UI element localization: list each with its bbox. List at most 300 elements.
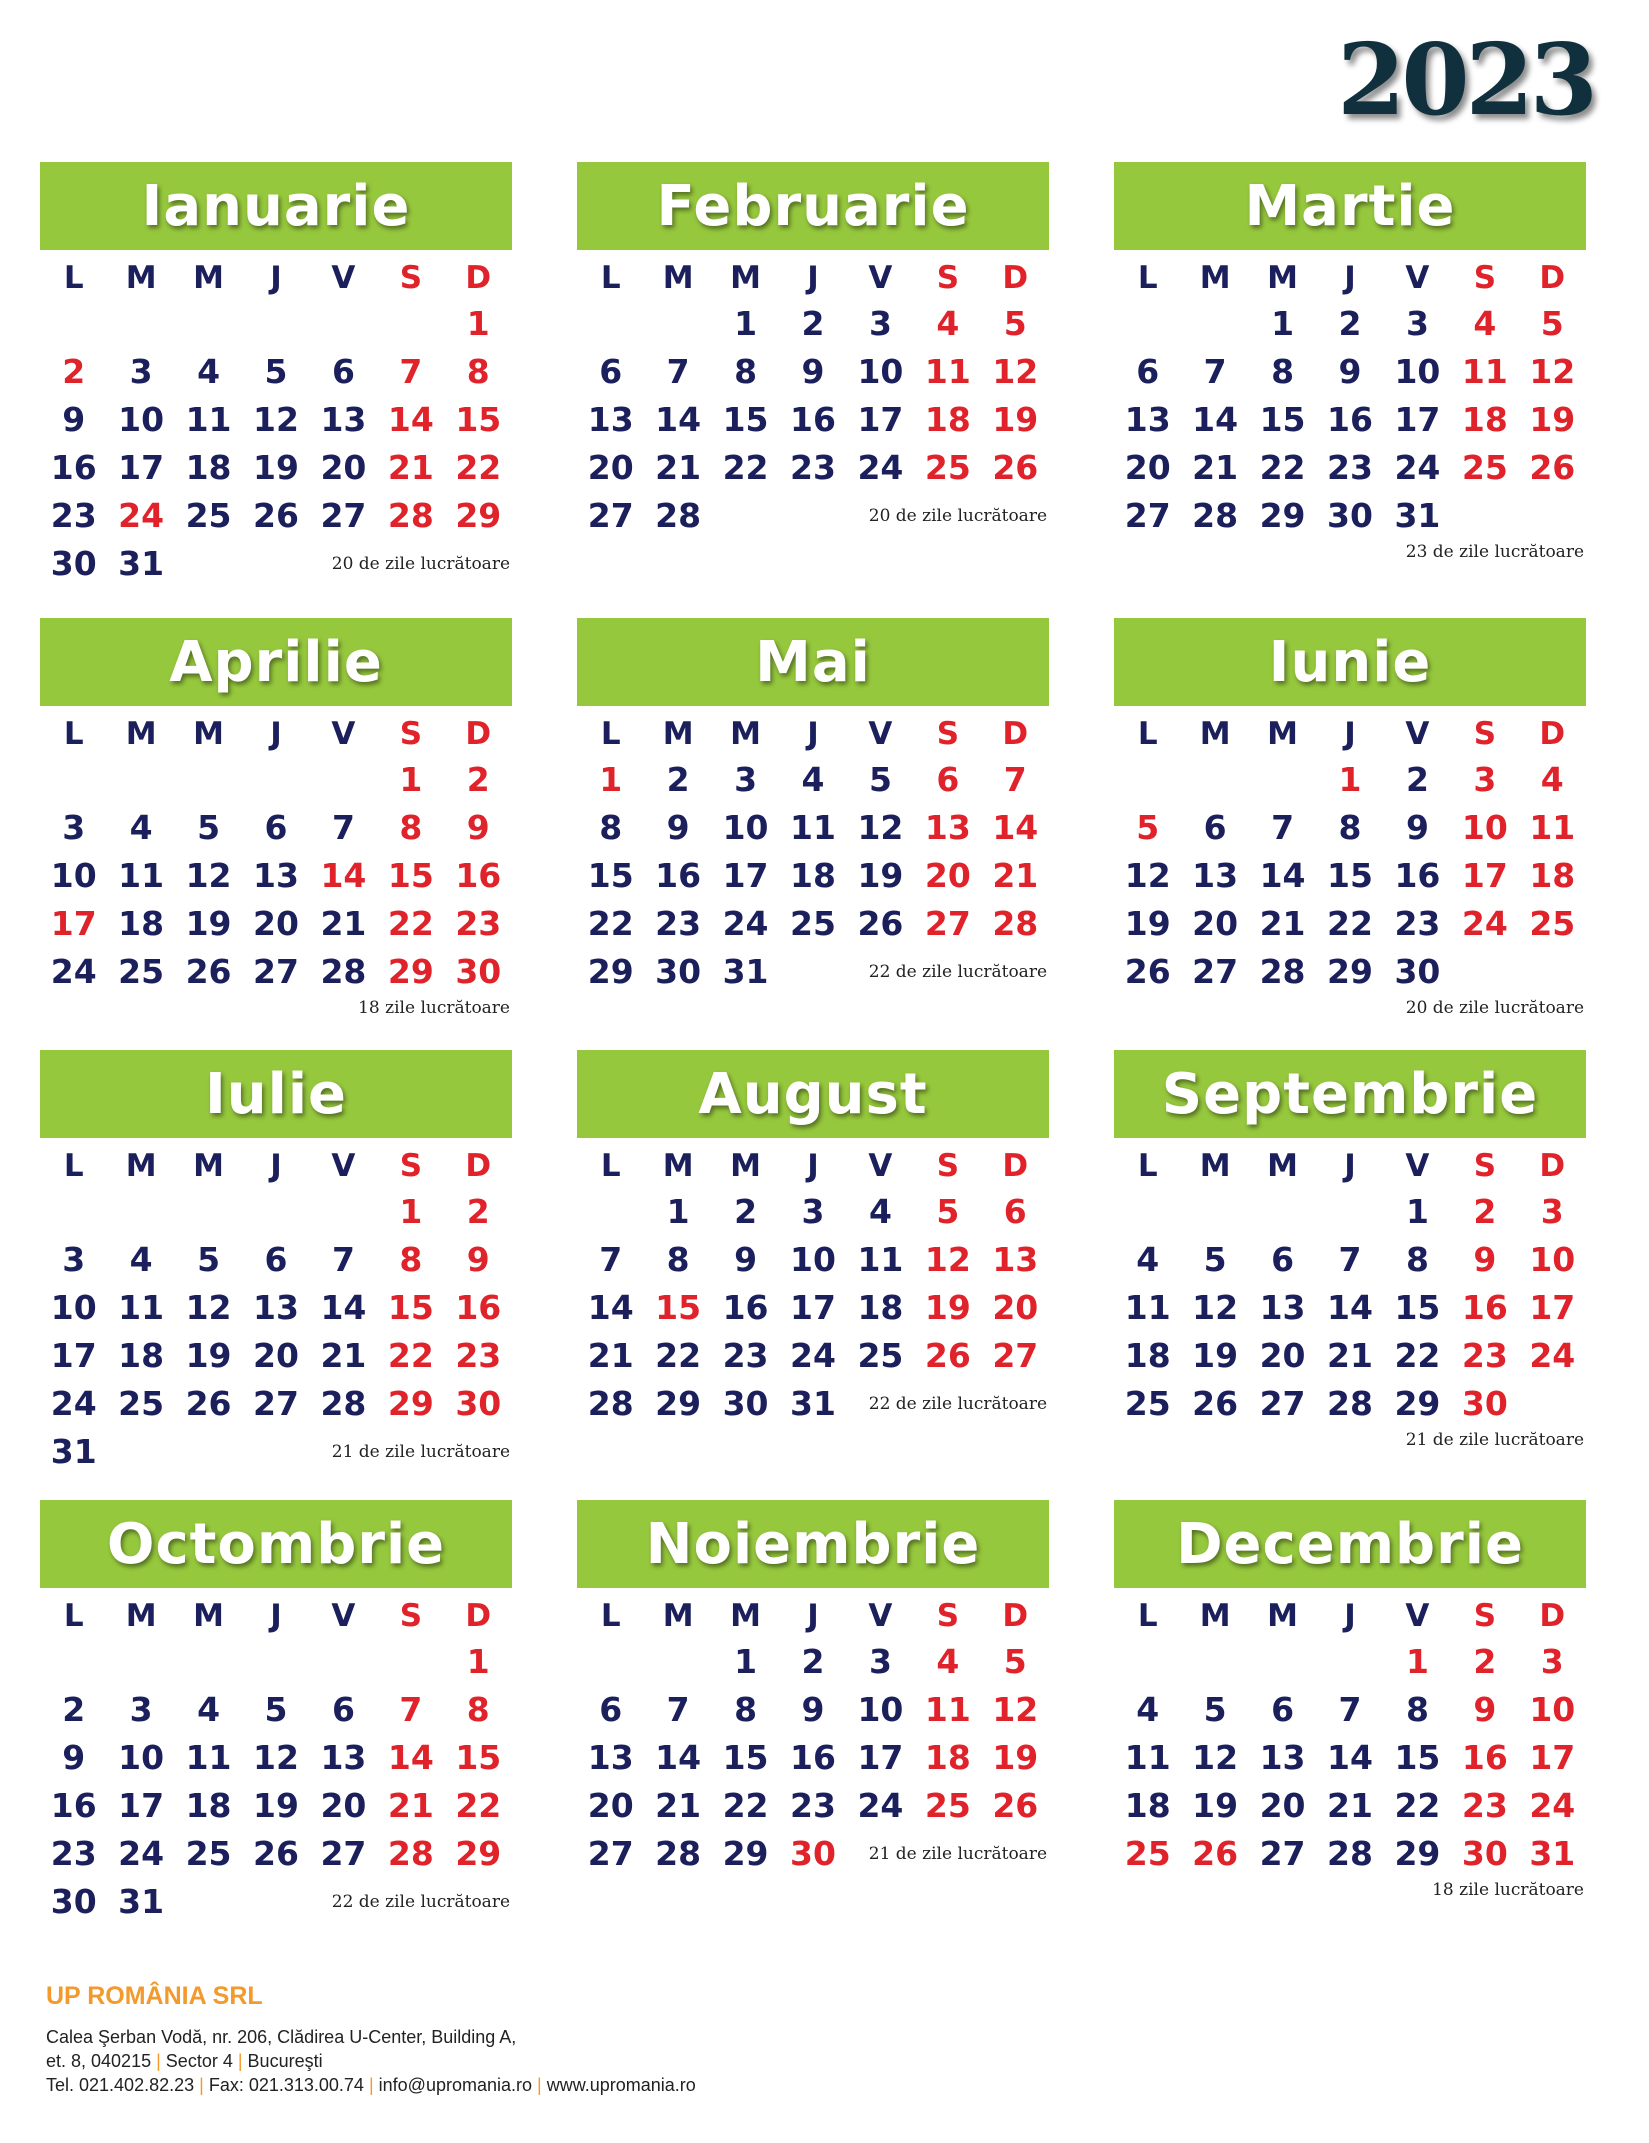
day-cell-holiday: 29 <box>455 496 502 535</box>
day-cell-holiday: 23 <box>1461 1336 1508 1375</box>
days-grid <box>577 1144 1049 1428</box>
day-cell: 9 <box>801 1690 825 1729</box>
month-title: Februarie <box>577 162 1049 250</box>
footer-website: www.upromania.ro <box>546 2075 696 2095</box>
day-cell-holiday: 9 <box>466 808 490 847</box>
weekday-header: J <box>1344 716 1356 752</box>
day-cell-holiday: 4 <box>1540 760 1564 799</box>
day-cell: 3 <box>801 1192 825 1231</box>
day-cell-holiday: 2 <box>1473 1642 1497 1681</box>
day-cell: 16 <box>50 448 97 487</box>
month-title: Iunie <box>1114 618 1586 706</box>
day-cell-holiday: 25 <box>924 1786 971 1825</box>
day-cell: 13 <box>253 856 299 895</box>
day-cell: 1 <box>734 304 758 343</box>
month-title: Iulie <box>40 1050 512 1138</box>
day-cell: 23 <box>790 1786 836 1825</box>
day-cell: 27 <box>320 1834 367 1873</box>
day-cell: 7 <box>1338 1240 1362 1279</box>
day-cell: 7 <box>599 1240 623 1279</box>
day-cell: 10 <box>722 808 769 847</box>
day-cell-holiday: 19 <box>992 400 1039 439</box>
day-cell-holiday: 29 <box>387 1384 434 1423</box>
day-cell: 29 <box>587 952 634 991</box>
day-cell-holiday: 1 <box>399 1192 423 1231</box>
day-cell: 15 <box>722 1738 769 1777</box>
day-cell: 28 <box>655 496 702 535</box>
day-cell: 8 <box>666 1240 690 1279</box>
month-title: Octombrie <box>40 1500 512 1588</box>
day-cell: 2 <box>666 760 690 799</box>
weekday-header: J <box>807 260 819 296</box>
day-cell: 20 <box>1259 1336 1306 1375</box>
day-cell-holiday: 21 <box>387 1786 434 1825</box>
day-cell: 30 <box>722 1384 769 1423</box>
weekday-header: M <box>1199 716 1231 752</box>
day-cell: 28 <box>1192 496 1239 535</box>
weekday-header: M <box>662 716 694 752</box>
day-cell-holiday: 26 <box>992 448 1039 487</box>
weekday-header: M <box>662 1598 694 1634</box>
day-cell: 29 <box>655 1384 702 1423</box>
day-cell: 25 <box>118 952 165 991</box>
day-cell: 9 <box>666 808 690 847</box>
weekday-header: L <box>600 716 621 752</box>
day-cell: 21 <box>587 1336 634 1375</box>
weekday-header: J <box>270 716 282 752</box>
day-cell-holiday: 14 <box>320 856 367 895</box>
empty-cell <box>242 1638 309 1686</box>
weekday-header: L <box>1137 1148 1158 1184</box>
day-cell-holiday: 20 <box>992 1288 1039 1327</box>
day-cell: 14 <box>587 1288 634 1327</box>
day-cell: 4 <box>197 1690 221 1729</box>
day-cell: 2 <box>1405 760 1429 799</box>
day-cell: 27 <box>587 496 634 535</box>
weekday-header: L <box>600 1148 621 1184</box>
footer-city: Bucureşti <box>247 2051 323 2071</box>
weekday-header: M <box>193 1148 224 1184</box>
day-cell: 1 <box>1271 304 1295 343</box>
weekday-header: D <box>1539 1148 1566 1184</box>
weekday-header: M <box>1267 716 1298 752</box>
day-cell: 3 <box>62 808 86 847</box>
day-cell: 8 <box>1405 1240 1429 1279</box>
footer-separator: | <box>199 2075 209 2095</box>
day-cell: 16 <box>790 400 836 439</box>
day-cell: 5 <box>1203 1240 1227 1279</box>
day-cell: 25 <box>790 904 836 943</box>
weekday-header: M <box>662 1148 694 1184</box>
day-cell-holiday: 18 <box>1529 856 1576 895</box>
weekday-header: S <box>936 1598 960 1634</box>
day-cell: 22 <box>1394 1336 1441 1375</box>
day-cell: 17 <box>857 400 904 439</box>
day-cell: 19 <box>253 448 299 487</box>
days-grid <box>40 712 512 996</box>
weekday-header: M <box>193 1598 224 1634</box>
day-cell: 30 <box>1394 952 1441 991</box>
month-title: Aprilie <box>40 618 512 706</box>
footer-tel: Tel. 021.402.82.23 <box>46 2075 195 2095</box>
weekday-header: S <box>936 260 960 296</box>
day-cell-holiday: 22 <box>455 1786 502 1825</box>
day-cell: 15 <box>1394 1288 1441 1327</box>
day-cell: 13 <box>1259 1288 1306 1327</box>
day-cell: 27 <box>1192 952 1239 991</box>
day-cell: 24 <box>50 952 97 991</box>
day-cell: 25 <box>857 1336 904 1375</box>
day-cell: 3 <box>868 304 892 343</box>
day-cell: 4 <box>1136 1240 1160 1279</box>
empty-cell <box>40 300 107 348</box>
day-cell: 12 <box>253 1738 299 1777</box>
day-cell-holiday: 27 <box>924 904 971 943</box>
weekday-header: L <box>63 1148 84 1184</box>
day-cell: 5 <box>264 1690 288 1729</box>
day-cell: 14 <box>1259 856 1306 895</box>
weekday-header: V <box>1405 1598 1430 1634</box>
day-cell-holiday: 29 <box>455 1834 502 1873</box>
day-cell-holiday: 16 <box>1461 1288 1508 1327</box>
empty-cell <box>40 1638 107 1686</box>
empty-cell <box>175 1638 242 1686</box>
weekday-header: V <box>331 1598 356 1634</box>
footer-sector: Sector 4 <box>165 2051 233 2071</box>
day-cell: 19 <box>185 904 232 943</box>
day-cell-holiday: 19 <box>1529 400 1576 439</box>
day-cell: 29 <box>1394 1834 1441 1873</box>
day-cell-holiday: 24 <box>1529 1336 1576 1375</box>
day-cell: 6 <box>264 808 288 847</box>
working-days-note: 23 de zile lucrătoare <box>1405 542 1584 562</box>
day-cell-holiday: 14 <box>387 1738 434 1777</box>
day-cell: 5 <box>197 808 221 847</box>
day-cell: 26 <box>1192 1384 1239 1423</box>
empty-cell <box>644 1638 711 1686</box>
day-cell: 13 <box>1192 856 1239 895</box>
working-days-note: 18 zile lucrătoare <box>358 998 510 1018</box>
weekday-header: J <box>807 1598 819 1634</box>
day-cell: 19 <box>253 1786 299 1825</box>
day-cell: 8 <box>734 1690 758 1729</box>
day-cell: 22 <box>1394 1786 1441 1825</box>
day-cell-holiday: 17 <box>50 904 97 943</box>
day-cell: 18 <box>118 904 165 943</box>
day-cell-holiday: 23 <box>455 904 502 943</box>
day-cell: 3 <box>734 760 758 799</box>
weekday-header: J <box>270 260 282 296</box>
footer-email: info@upromania.ro <box>378 2075 533 2095</box>
empty-cell <box>175 300 242 348</box>
day-cell: 5 <box>264 352 288 391</box>
day-cell: 6 <box>1271 1690 1295 1729</box>
empty-cell <box>175 756 242 804</box>
day-cell: 23 <box>50 496 97 535</box>
day-cell: 31 <box>722 952 769 991</box>
weekday-header: M <box>1267 260 1298 296</box>
day-cell: 4 <box>129 1240 153 1279</box>
weekday-header: D <box>465 1598 492 1634</box>
day-cell: 13 <box>253 1288 299 1327</box>
day-cell: 14 <box>655 400 702 439</box>
empty-cell <box>1181 300 1248 348</box>
weekday-header: M <box>125 260 157 296</box>
day-cell: 20 <box>253 1336 299 1375</box>
day-cell: 18 <box>118 1336 165 1375</box>
day-cell: 21 <box>655 448 702 487</box>
day-cell: 21 <box>1327 1786 1373 1825</box>
day-cell: 7 <box>1203 352 1227 391</box>
day-cell-holiday: 14 <box>992 808 1039 847</box>
day-cell-holiday: 2 <box>466 1192 490 1231</box>
empty-cell <box>310 1638 377 1686</box>
day-cell: 20 <box>587 1786 634 1825</box>
day-cell-holiday: 22 <box>455 448 502 487</box>
day-cell: 13 <box>320 1738 367 1777</box>
month-iulie <box>40 1050 512 1500</box>
weekday-header: V <box>868 260 893 296</box>
day-cell: 5 <box>868 760 892 799</box>
day-cell: 24 <box>722 904 769 943</box>
days-grid <box>40 1594 512 1926</box>
day-cell-holiday: 16 <box>1461 1738 1508 1777</box>
day-cell-holiday: 31 <box>1529 1834 1576 1873</box>
day-cell: 30 <box>1327 496 1373 535</box>
working-days-note: 22 de zile lucrătoare <box>868 1394 1047 1414</box>
day-cell: 5 <box>1203 1690 1227 1729</box>
day-cell-holiday: 18 <box>924 1738 971 1777</box>
empty-cell <box>175 1188 242 1236</box>
day-cell: 26 <box>253 1834 299 1873</box>
day-cell-holiday: 8 <box>466 1690 490 1729</box>
empty-cell <box>1181 756 1248 804</box>
empty-cell <box>1249 1188 1316 1236</box>
day-cell-holiday: 25 <box>1461 448 1508 487</box>
day-cell: 12 <box>185 856 232 895</box>
day-cell-holiday: 26 <box>1529 448 1576 487</box>
empty-cell <box>1316 1638 1383 1686</box>
day-cell: 11 <box>857 1240 904 1279</box>
day-cell: 31 <box>1394 496 1441 535</box>
day-cell: 1 <box>1405 1192 1429 1231</box>
day-cell-holiday: 28 <box>992 904 1039 943</box>
day-cell: 24 <box>857 448 904 487</box>
day-cell: 18 <box>185 1786 232 1825</box>
day-cell: 4 <box>129 808 153 847</box>
day-cell: 23 <box>655 904 702 943</box>
day-cell: 12 <box>1124 856 1171 895</box>
day-cell-holiday: 7 <box>399 352 423 391</box>
empty-cell <box>40 756 107 804</box>
day-cell: 13 <box>320 400 367 439</box>
weekday-header: S <box>399 716 423 752</box>
empty-cell <box>107 1188 174 1236</box>
footer-separator: | <box>237 2051 248 2071</box>
empty-cell <box>644 300 711 348</box>
empty-cell <box>40 1188 107 1236</box>
day-cell: 30 <box>655 952 702 991</box>
month-title: Noiembrie <box>577 1500 1049 1588</box>
day-cell: 25 <box>118 1384 165 1423</box>
day-cell: 27 <box>587 1834 634 1873</box>
weekday-header: M <box>193 260 224 296</box>
footer <box>46 1982 696 2097</box>
day-cell: 14 <box>655 1738 702 1777</box>
footer-address-line-1: Calea Şerban Vodă, nr. 206, Clădirea U-Center, Building A, <box>46 2027 517 2047</box>
empty-cell <box>1249 1638 1316 1686</box>
weekday-header: L <box>63 260 84 296</box>
footer-address-line-2 <box>46 2049 696 2073</box>
day-cell: 6 <box>1271 1240 1295 1279</box>
day-cell: 22 <box>722 448 769 487</box>
day-cell: 20 <box>253 904 299 943</box>
day-cell: 17 <box>118 448 165 487</box>
empty-cell <box>577 300 644 348</box>
company-name: UP ROMÂNIA SRL <box>46 1982 263 2010</box>
day-cell: 8 <box>1271 352 1295 391</box>
day-cell-holiday: 15 <box>455 400 502 439</box>
empty-cell <box>1181 1638 1248 1686</box>
day-cell: 11 <box>1124 1738 1171 1777</box>
working-days-note: 20 de zile lucrătoare <box>331 554 510 574</box>
day-cell: 23 <box>1394 904 1441 943</box>
day-cell: 2 <box>801 304 825 343</box>
day-cell: 7 <box>666 352 690 391</box>
day-cell-holiday: 21 <box>387 448 434 487</box>
weekday-header: V <box>1405 716 1430 752</box>
day-cell-holiday: 1 <box>599 760 623 799</box>
day-cell: 20 <box>320 1786 367 1825</box>
day-cell: 13 <box>1259 1738 1306 1777</box>
day-cell-holiday: 3 <box>1540 1192 1564 1231</box>
weekday-header: L <box>600 1598 621 1634</box>
weekday-header: J <box>1344 260 1356 296</box>
day-cell: 31 <box>50 1432 97 1471</box>
day-cell-holiday: 2 <box>1473 1192 1497 1231</box>
empty-cell <box>577 1188 644 1236</box>
day-cell-holiday: 30 <box>455 1384 502 1423</box>
day-cell-holiday: 11 <box>924 352 971 391</box>
day-cell: 26 <box>1124 952 1171 991</box>
day-cell-holiday: 4 <box>936 1642 960 1681</box>
day-cell: 18 <box>185 448 232 487</box>
day-cell-holiday: 9 <box>1473 1690 1497 1729</box>
day-cell: 10 <box>118 1738 165 1777</box>
year-title: 2023 <box>1337 23 1594 138</box>
day-cell: 6 <box>599 352 623 391</box>
day-cell: 30 <box>50 544 97 583</box>
day-cell: 29 <box>1394 1384 1441 1423</box>
day-cell: 26 <box>185 952 232 991</box>
day-cell-holiday: 11 <box>1529 808 1576 847</box>
empty-cell <box>1114 756 1181 804</box>
day-cell: 12 <box>253 400 299 439</box>
weekday-header: S <box>399 260 423 296</box>
day-cell-holiday: 8 <box>466 352 490 391</box>
empty-cell <box>1181 1188 1248 1236</box>
day-cell: 22 <box>722 1786 769 1825</box>
weekday-header: D <box>1002 1598 1029 1634</box>
empty-cell <box>310 1188 377 1236</box>
day-cell: 15 <box>1259 400 1306 439</box>
working-days-note: 22 de zile lucrătoare <box>331 1892 510 1912</box>
day-cell: 13 <box>587 1738 634 1777</box>
days-grid <box>577 1594 1049 1878</box>
day-cell: 14 <box>1327 1288 1373 1327</box>
day-cell: 28 <box>1327 1384 1373 1423</box>
day-cell: 5 <box>197 1240 221 1279</box>
day-cell: 3 <box>62 1240 86 1279</box>
day-cell: 24 <box>857 1786 904 1825</box>
day-cell: 26 <box>857 904 904 943</box>
day-cell: 16 <box>722 1288 769 1327</box>
weekday-header: D <box>1002 716 1029 752</box>
day-cell: 12 <box>1192 1288 1239 1327</box>
weekday-header: V <box>331 260 356 296</box>
day-cell-holiday: 13 <box>992 1240 1039 1279</box>
weekday-header: S <box>936 1148 960 1184</box>
month-august <box>577 1050 1049 1500</box>
weekday-header: D <box>465 1148 492 1184</box>
day-cell: 10 <box>857 1690 904 1729</box>
days-grid <box>1114 1594 1586 1878</box>
day-cell: 12 <box>857 808 904 847</box>
weekday-header: S <box>399 1598 423 1634</box>
month-martie <box>1114 162 1586 618</box>
empty-cell <box>107 300 174 348</box>
day-cell: 7 <box>331 808 355 847</box>
days-grid <box>1114 256 1586 540</box>
day-cell: 31 <box>118 1882 165 1921</box>
month-title: Decembrie <box>1114 1500 1586 1588</box>
weekday-header: J <box>270 1148 282 1184</box>
day-cell-holiday: 1 <box>466 1642 490 1681</box>
day-cell-holiday: 9 <box>1473 1240 1497 1279</box>
day-cell: 19 <box>1192 1336 1239 1375</box>
weekday-header: M <box>1199 1598 1231 1634</box>
day-cell-holiday: 5 <box>1136 808 1160 847</box>
day-cell-holiday: 12 <box>992 352 1039 391</box>
weekday-header: L <box>600 260 621 296</box>
month-septembrie <box>1114 1050 1586 1500</box>
day-cell-holiday: 17 <box>1529 1738 1576 1777</box>
weekday-header: D <box>1002 260 1029 296</box>
weekday-header: M <box>1199 1148 1231 1184</box>
day-cell: 14 <box>1192 400 1239 439</box>
day-cell: 3 <box>868 1642 892 1681</box>
day-cell: 9 <box>1405 808 1429 847</box>
weekday-header: V <box>331 716 356 752</box>
weekday-header: D <box>1539 716 1566 752</box>
day-cell-holiday: 1 <box>466 304 490 343</box>
day-cell: 19 <box>185 1336 232 1375</box>
day-cell: 22 <box>1327 904 1373 943</box>
month-title: Mai <box>577 618 1049 706</box>
day-cell: 6 <box>599 1690 623 1729</box>
day-cell: 9 <box>62 1738 86 1777</box>
day-cell: 8 <box>1338 808 1362 847</box>
day-cell: 10 <box>857 352 904 391</box>
day-cell-holiday: 30 <box>1461 1834 1508 1873</box>
weekday-header: D <box>465 716 492 752</box>
day-cell: 30 <box>50 1882 97 1921</box>
day-cell: 9 <box>62 400 86 439</box>
empty-cell <box>577 1638 644 1686</box>
day-cell-holiday: 30 <box>1461 1384 1508 1423</box>
day-cell: 7 <box>331 1240 355 1279</box>
days-grid <box>577 712 1049 996</box>
